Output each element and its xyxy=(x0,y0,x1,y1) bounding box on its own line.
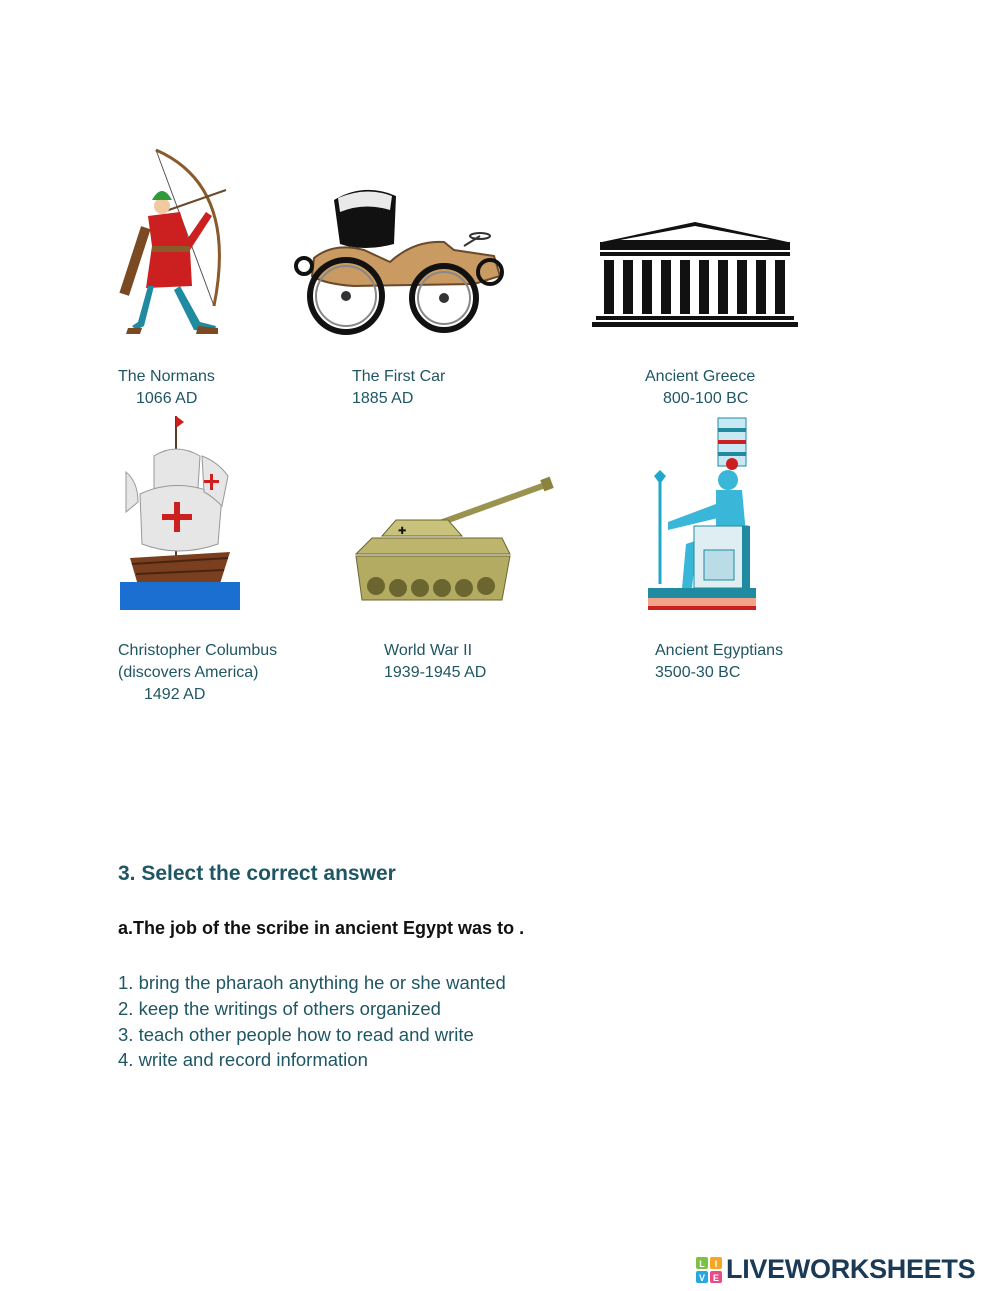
greek-temple-icon xyxy=(590,220,800,330)
event-date: 1492 AD xyxy=(144,686,206,703)
logo-tile-letter: L xyxy=(699,1258,705,1269)
answer-option[interactable]: 3. teach other people how to read and write xyxy=(118,1023,474,1045)
logo-tile-letter: V xyxy=(698,1272,706,1283)
event-date: 1885 AD xyxy=(352,390,414,407)
timeline-caption-egyptians xyxy=(655,640,783,684)
answer-option[interactable]: 1. bring the pharaoh anything he or she wanted xyxy=(118,972,506,993)
timeline-caption-normans xyxy=(118,366,215,410)
event-name: World War II xyxy=(384,642,473,659)
event-date: 1939-1945 AD xyxy=(384,664,487,681)
sailing-ship-icon xyxy=(118,412,242,612)
svg-text:✚: ✚ xyxy=(398,526,407,537)
event-subtitle: (discovers America) xyxy=(118,664,259,681)
event-name: The Normans xyxy=(118,368,215,385)
question-text: a.The job of the scribe in ancient Egypt was to . xyxy=(118,918,525,938)
event-name: Ancient Egyptians xyxy=(655,642,784,659)
egyptian-god-icon xyxy=(646,414,758,614)
tank-icon xyxy=(352,476,556,612)
archer-icon xyxy=(118,146,233,336)
answer-option[interactable]: 2. keep the writings of others organized xyxy=(118,997,441,1019)
timeline-caption-columbus xyxy=(118,640,277,706)
brand-name: LIVEWORKSHEETS xyxy=(726,1254,976,1284)
logo-tile-letter: E xyxy=(712,1272,720,1283)
answer-options xyxy=(118,970,506,1073)
event-name: Christopher Columbus xyxy=(118,642,278,659)
liveworksheets-logo xyxy=(696,1254,975,1285)
timeline-caption-first-car xyxy=(352,366,445,410)
logo-tile-letter: I xyxy=(714,1258,718,1269)
event-date: 3500-30 BC xyxy=(655,664,741,681)
timeline-caption-ancient-greece xyxy=(645,366,755,410)
answer-option[interactable]: 4. write and record information xyxy=(118,1049,368,1071)
timeline-caption-ww2 xyxy=(384,640,486,684)
logo-tiles-icon xyxy=(696,1257,722,1283)
event-date: 1066 AD xyxy=(136,390,198,407)
event-date: 800-100 BC xyxy=(663,390,749,407)
section-heading: 3. Select the correct answer xyxy=(118,862,396,885)
vintage-car-icon xyxy=(294,180,509,336)
event-name: Ancient Greece xyxy=(645,368,756,385)
event-name: The First Car xyxy=(352,368,446,385)
